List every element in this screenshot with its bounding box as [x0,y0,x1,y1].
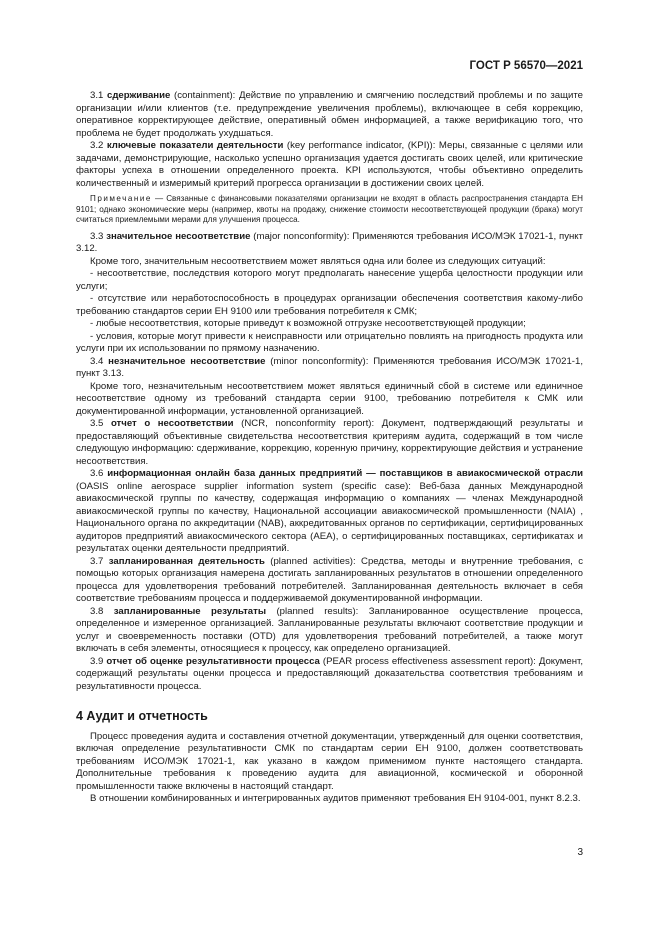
list-item: - любые несоответствия, которые приведут к возможной отгрузке несоответствующей продукции; [90,318,526,330]
list-item: - условия, которые могут привести к неисправности или отрицательно повлиять на пригодность продукта или услуги при их использовании по прямому назначению. [76,330,583,355]
clause-3-5: 3.5 отчет о несоответствии (NCR, nonconformity report): Документ, подтверждающий результаты и предоставляющий объективные свидетельства несоответствия критериям аудита, содержащий в том числе следующую информацию: сдерживание, коррекцию, коренную причину, корректирующие действия и устранение несоответствия. [76,418,583,467]
term: отчет об оценке результативности процесса [106,655,320,667]
note-label: Примечание [90,194,152,203]
paragraph: Кроме того, незначительным несоответствием может являться единичный сбой в системе или единичное несоответствие одному из требований стандарта серии 9100, требованию потребителя к СМК или документированной информации, установленной организацией. [76,380,583,417]
list-item: - отсутствие или неработоспособность в процедурах организации обеспечения соответствия какому-либо требованию стандартов серии ЕН 9100 или требования потребителя к СМК; [76,293,583,317]
clause-3-8: 3.8 запланированные результаты (planned results): Запланированное осуществление процесса, определенное и измеренное организацией. Запланированные результаты включают соответствие продукции и услуг и своевременность поставки (OTD) для удовлетворения требований потребителей, а также могут включать в себя элементы, относящиеся к процессу, как определено организацией. [76,605,583,655]
term: отчет о несоответствии [110,418,234,430]
paragraph: В отношении комбинированных и интегрированных аудитов применяют требования ЕН 9104-001, пункт 8.2.3. [90,793,581,805]
clause-3-1: 3.1 сдерживание (containment): Действие по управлению и смягчению последствий проблемы и по защите организации и/или клиентов (т.е. предупреждение увеличения проблемы), включающее в себя коррекцию, оперативное корректирующее действие, оперативный обмен информацией, а также верификацию того, что проблема не будет продолжать ухудшаться. [76,90,583,139]
term: сдерживание [107,90,171,101]
term: запланированные результаты [113,605,267,617]
paragraph: Процесс проведения аудита и составления отчетной документации, утвержденный для оценки соответствия, включая определение результативности СМК по стандартам серии ЕН 9100, должен соответствовать требованиям ИСО/МЭК 17021-1, как указано в каждом применимом пункте настоящего стандарта. Дополнительные требования к проведению аудита для авиационной, космической и оборонной промышленности также включены в настоящий стандарт. [76,730,583,792]
page-content [76,90,583,806]
term: значительное несоответствие [106,230,251,242]
clause-3-2: 3.2 ключевые показатели деятельности (key performance indicator, (KPI)): Меры, связанные с целями или задачами, демонстрирующие, насколько успешно организация удается достигать своих целей, или критические факторы успеха в отношении определенного проекта. KPI используются, чтобы объективно определить количественный и измеримый критерий прогресса организации в достижении своих целей. [76,140,583,189]
page-number: 3 [577,847,583,858]
note: Примечание — Связанные с финансовыми показателями организации не входят в область распространения стандарта ЕН 9101; однако экономические меры (например, квоты на продажу, снижение стоимости несоответствующей продукции (брака) могут считаться приемлемыми мерами для улучшения процесса. [76,194,583,225]
clause-3-6: 3.6 информационная онлайн база данных предприятий — поставщиков в авиакосмической отрасли (OASIS online aerospace supplier information system (specific case): Веб-база данных Международной авиакосмической группы по качеству, содержащая информацию о компаниях — членах Международной авиакосмической группы по качеству, Национальной ассоциации авиакосмической промышленности (NAIA) , Национального органа по аккредитации (NAB), аккредитованных органов по сертификации, сертифицированных аудиторов предприятий авиакосмического сектора (AEA), о сертифицированных поставщиках, сертификатах и результатах оценки деятельности предприятий. [76,468,583,555]
document-id: ГОСТ Р 56570—2021 [469,60,583,72]
term: запланированная деятельность [108,555,265,567]
clause-3-7: 3.7 запланированная деятельность (planned activities): Средства, методы и внутренние требования, с помощью которых организация намерена достигать запланированных результатов в отношении определенного процесса для удовлетворения требований потребителей. Запланированная деятельность включает в себя соответствие требованиям процесса и поддерживаемой документированной информации. [76,555,584,605]
paragraph: Кроме того, значительным несоответствием может являться одна или более из следующих ситуаций: [90,255,546,267]
clause-3-9: 3.9 отчет об оценке результативности процесса (PEAR process effectiveness assessment report): Документ, содержащий результаты оценки процесса и предоставляющий доказательства соответствия требованиям и результативности процесса. [76,655,584,692]
list-item: - несоответствие, последствия которого могут предполагать нанесение ущерба целостности продукции или услуги; [76,268,583,292]
clause-3-3: 3.3 значительное несоответствие (major nonconformity): Применяются требования ИСО/МЭК 17021-1, пункт 3.12. [76,230,584,255]
term: незначительное несоответствие [108,355,266,367]
term: ключевые показатели деятельности [106,140,284,151]
clause-3-4: 3.4 незначительное несоответствие (minor nonconformity): Применяются требования ИСО/МЭК 17021-1, пункт 3.13. [76,355,583,380]
section-heading: 4 Аудит и отчетность [76,709,208,724]
term: информационная онлайн база данных предприятий — поставщиков в авиакосмической отрасли [107,468,583,480]
